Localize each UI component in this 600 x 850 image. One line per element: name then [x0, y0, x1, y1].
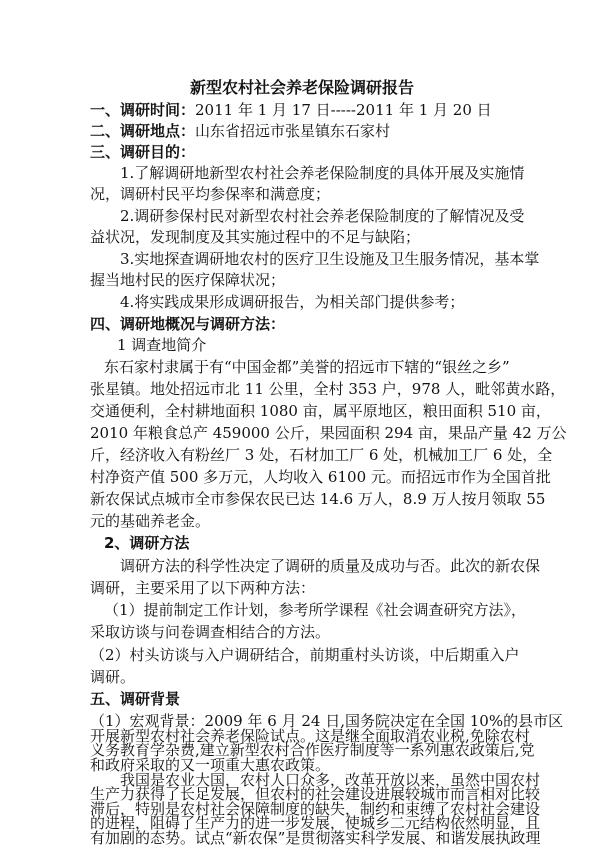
- background-1-line-1: （1）宏观背景：2009 年 6 月 24 日,国务院决定在全国 10%的县市区: [90, 712, 564, 730]
- intro-line-6: 村净资产值 500 多万元，人均收入 6100 元。而招远市作为全国首批: [90, 468, 551, 486]
- method-item-1-line-1: （1）提前制定工作计划，参考所学课程《社会调查研究方法》，: [104, 601, 527, 619]
- section-3-heading: 三、调研目的：: [90, 143, 196, 161]
- intro-line-4: 2010 年粮食总产 459000 公斤，果园面积 294 亩，果品产量 42 万公: [90, 424, 567, 442]
- intro-line-2: 张星镇。地处招远市北 11 公里，全村 353 户，978 人，毗邻黄水路，: [90, 380, 566, 398]
- method-item-1-line-2: 采取访谈与问卷调查相结合的方法。: [90, 623, 331, 641]
- page-title: 新型农村社会养老保险调研报告: [190, 78, 415, 97]
- purpose-2-line-1: 2.调研参保村民对新型农村社会养老保险制度的了解情况及受: [120, 207, 525, 225]
- background-2-line-1: 我国是农业大国，农村人口众多，改革开放以来，虽然中国农村: [120, 770, 541, 789]
- background-2-line-3: 滞后，特别是农村社会保障制度的缺失，制约和束缚了农村社会建设: [90, 799, 541, 818]
- method-line-1: 调研方法的科学性决定了调研的质量及成功与否。此次的新农保: [120, 557, 541, 575]
- purpose-1-line-1: 1.了解调研地新型农村社会养老保险制度的具体开展及实施情: [120, 164, 525, 182]
- intro-line-3: 交通便利，全村耕地面积 1080 亩，属平原地区，粮田面积 510 亩，: [90, 402, 551, 420]
- section-2: [90, 121, 390, 141]
- intro-line-1: 东石家村隶属于有“中国金都”美誉的招远市下辖的“银丝之乡”: [104, 358, 510, 376]
- purpose-3-line-1: 3.实地探查调研地农村的医疗卫生设施及卫生服务情况，基本掌: [120, 250, 540, 268]
- section-1: [90, 100, 492, 120]
- background-2-line-4: 的进程，阻碍了生产力的进一步发展，使城乡二元结构依然明显，且: [90, 814, 541, 833]
- intro-line-5: 斤，经济收入有粉丝厂 3 处，石材加工厂 6 处，机械加工厂 6 处，全: [90, 446, 553, 464]
- section-2-text: 山东省招远市张星镇东石家村: [195, 122, 391, 140]
- background-1-line-3: 义务教育学杂费,建立新型农村合作医疗制度等一系列惠农政策后,党: [90, 741, 535, 760]
- method-item-2-line-2: 调研。: [90, 668, 136, 686]
- section-4-heading: 四、调研地概况与调研方法：: [90, 315, 286, 333]
- intro-line-7: 新农保试点城市全市参保农民已达 14.6 万人，8.9 万人按月领取 55: [90, 490, 546, 508]
- background-2-line-2: 生产力获得了长足发展，但农村的社会建设进展较城市而言相对比较: [90, 785, 541, 804]
- subsection-4-2-heading: 2、调研方法: [104, 534, 190, 552]
- section-1-text: 2011 年 1 月 17 日-----2011 年 1 月 20 日: [195, 101, 492, 119]
- section-2-heading: 二、调研地点：: [90, 122, 196, 140]
- intro-line-8: 元的基础养老金。: [90, 512, 211, 530]
- section-1-heading: 一、调研时间：: [90, 101, 196, 119]
- method-item-2-line-1: （2）村头访谈与入户调研结合，前期重村头访谈，中后期重入户: [90, 646, 520, 664]
- purpose-3-line-2: 握当地村民的医疗保障状况；: [90, 271, 286, 289]
- purpose-2-line-2: 益状况，发现制度及其实施过程中的不足与缺陷；: [90, 228, 421, 246]
- background-2-line-5: 有加剧的态势。试点“新农保”是贯彻落实科学发展、和谐发展执政理: [90, 829, 541, 847]
- method-line-2: 调研，主要采用了以下两种方法：: [90, 579, 316, 597]
- section-5-heading: 五、调研背景: [90, 690, 181, 708]
- purpose-4-line-1: 4.将实践成果形成调研报告，为相关部门提供参考；: [120, 293, 465, 311]
- background-1-line-4: 和政府采取的又一项重大惠农政策。: [90, 755, 331, 774]
- purpose-1-line-2: 况，调研村民平均参保率和满意度；: [90, 185, 331, 203]
- background-1-line-2: 开展新型农村社会养老保险试点。这是继全面取消农业税,免除农村: [90, 726, 530, 745]
- subsection-4-1-heading: 1 调查地简介: [117, 336, 207, 354]
